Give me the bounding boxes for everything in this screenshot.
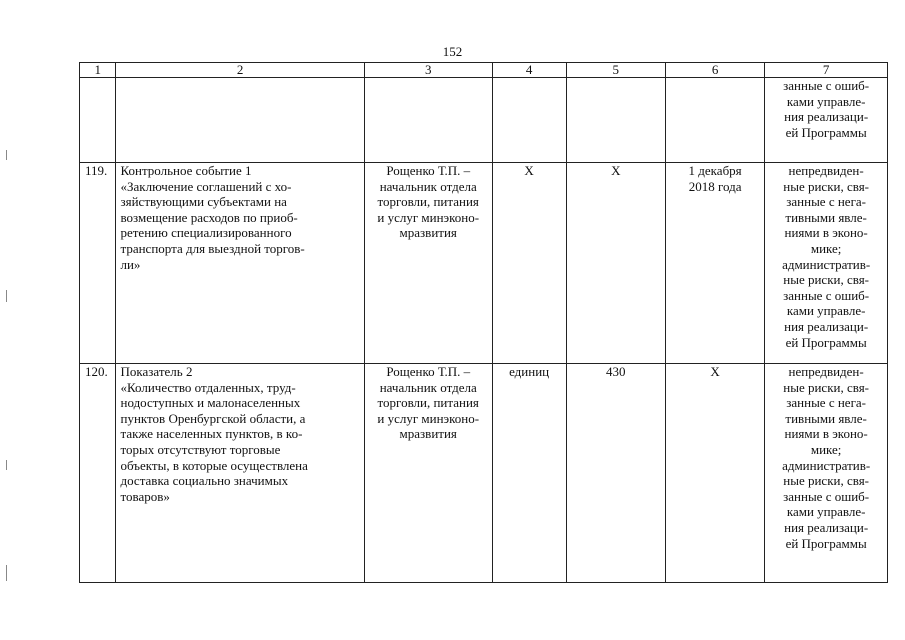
value-cell: 430 — [566, 364, 665, 583]
empty-cell — [665, 78, 764, 163]
header-row — [80, 63, 888, 78]
scan-mark — [6, 565, 7, 581]
scan-mark — [6, 150, 7, 160]
date-cell: 1 декабря 2018 года — [665, 163, 764, 364]
unit-cell: Х — [492, 163, 566, 364]
header-cell: 5 — [566, 63, 665, 78]
empty-cell — [80, 78, 116, 163]
header-cell: 1 — [80, 63, 116, 78]
header-cell: 7 — [765, 63, 888, 78]
header-cell: 3 — [364, 63, 492, 78]
header-cell: 2 — [116, 63, 364, 78]
value-cell: Х — [566, 163, 665, 364]
empty-cell — [116, 78, 364, 163]
empty-cell — [566, 78, 665, 163]
table-row — [80, 364, 888, 583]
table-row — [80, 163, 888, 364]
row-number: 119. — [80, 163, 116, 364]
responsible-cell: Рощенко Т.П. – начальник отдела торговли, питания и услуг минэконо- мразвития — [364, 364, 492, 583]
empty-cell — [364, 78, 492, 163]
event-name: Контрольное событие 1 «Заключение соглашений с хо- зяйствующими субъектами на возмещение расходов по приоб- ретению специализированного транспорта для выездной торгов- ли» — [116, 163, 364, 364]
risks-cell: непредвиден- ные риски, свя- занные с нега- тивными явле- ниями в эконо- мике; административ- ные риски, свя- занные с ошиб- ками управле- ния реализаци- ей Программы — [765, 163, 888, 364]
responsible-cell: Рощенко Т.П. – начальник отдела торговли, питания и услуг минэконо- мразвития — [364, 163, 492, 364]
header-cell: 4 — [492, 63, 566, 78]
date-cell: Х — [665, 364, 764, 583]
page-number: 152 — [442, 44, 463, 59]
header-cell: 6 — [665, 63, 764, 78]
unit-cell: единиц — [492, 364, 566, 583]
scan-mark — [6, 460, 7, 470]
risks-cell: непредвиден- ные риски, свя- занные с нега- тивными явле- ниями в эконо- мике; административ- ные риски, свя- занные с ошиб- ками управле- ния реализаци- ей Программы — [765, 364, 888, 583]
row-number: 120. — [80, 364, 116, 583]
scan-mark — [6, 290, 7, 302]
risks-cell: занные с ошиб- ками управле- ния реализаци- ей Программы — [765, 78, 888, 163]
plan-table — [79, 62, 888, 583]
empty-cell — [492, 78, 566, 163]
continuation-row — [80, 78, 888, 163]
indicator-name: Показатель 2 «Количество отдаленных, труд- нодоступных и малонаселенных пунктов Оренбургской области, а также населенных пунктов, в ко- торых отсутствуют торговые объекты, в которые осуществлена доставка социально значимых товаров» — [116, 364, 364, 583]
